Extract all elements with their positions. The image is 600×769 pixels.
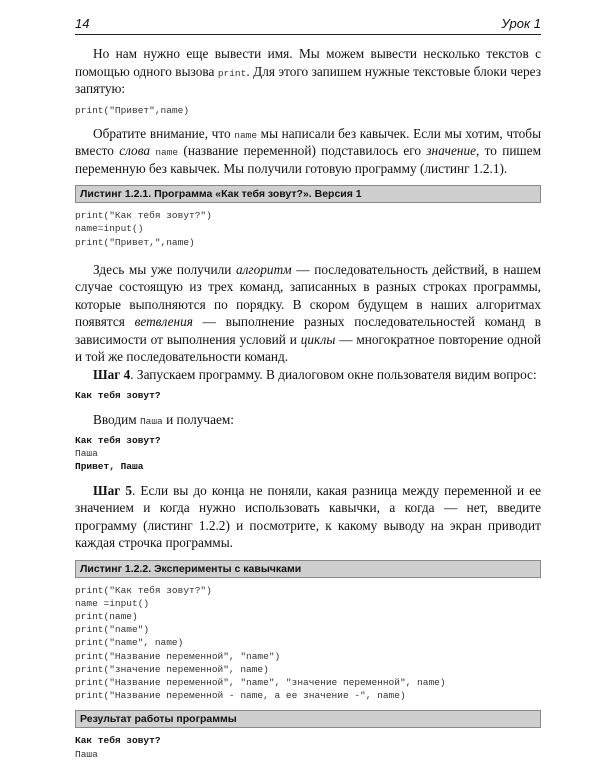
chapter-title: Урок 1 [501, 16, 541, 31]
inline-code-print: print [217, 67, 247, 79]
listing-1-2-2-code [75, 584, 541, 703]
code-line: print("name") [75, 624, 150, 636]
code-line: print("значение переменной", name) [75, 663, 269, 675]
book-page [75, 14, 541, 769]
paragraph-step-4: Шаг 4. Запускаем программу. В диалоговом окне пользователя видим вопрос: [93, 366, 537, 382]
output-line: Как тебя зовут? [75, 735, 161, 747]
output-line: Как тебя зовут? [75, 435, 161, 447]
listing-1-2-2-title: Листинг 1.2.2. Эксперименты с кавычками [75, 560, 541, 578]
page-header [75, 14, 541, 35]
code-line: print("Привет,",name) [75, 236, 195, 248]
output-line: Паша [75, 748, 98, 760]
program-result-title: Результат работы программы [75, 710, 541, 728]
code-line: print("Название переменной - name, а ее значение -", name) [75, 690, 406, 702]
program-result-output [75, 734, 541, 760]
page-number: 14 [75, 16, 90, 31]
code-line: print("Как тебя зовут?") [75, 210, 212, 222]
paragraph-algorithm: Здесь мы уже получили алгоритм — последовательность действий, в нашем случае состоящую из трех команд, записанных в разных строках программы, которые выполняются по порядку. В скором будущем в наших алгоритмах появятся ветвления — выполнение разных последовательностей команд в зависимости от выполнения условий и циклы — многократное повторение одной и той же последовательности команд. [75, 261, 541, 365]
code-line: print("name", name) [75, 637, 184, 649]
paragraph-step-5: Шаг 5. Если вы до конца не поняли, какая разница между переменной и ее значением и когда нужно использовать кавычки, а когда — нет, введите программу (листинг 1.2.2) и посмотрите, к какому выводу на экран приводит каждая строчка программы. [75, 482, 542, 551]
paragraph-enter-name: Вводим Паша и получаем: [93, 411, 235, 427]
code-line: print("Название переменной", "name") [75, 650, 281, 662]
output-line: Паша [75, 448, 98, 460]
output-step-4 [75, 389, 541, 402]
code-line: print(name) [75, 611, 138, 623]
code-example-print-name [75, 104, 541, 117]
paragraph-print-multiple: Но нам нужно еще вывести имя. Мы можем вывести несколько текстов с помощью одного вызова print. Для этого запишем нужные текстовые блоки через запятую: [75, 46, 541, 96]
listing-1-2-1-code [75, 209, 541, 249]
code-line: print("Название переменной", "name", "значение переменной", name) [75, 677, 446, 689]
paragraph-variable-note: Обратите внимание, что name мы написали без кавычек. Если мы хотим, чтобы вместо слова name (название переменной) подставилось его значение, то пишем переменную без кавычек. Мы получили готовую программу (листинг 1.2.1). [75, 125, 542, 176]
code-line: name=input() [75, 223, 144, 235]
output-after-input [75, 434, 541, 474]
code-line: print("Как тебя зовут?") [75, 584, 212, 596]
code-line: print("Привет",name) [75, 104, 190, 116]
output-line: Как тебя зовут? [75, 390, 161, 402]
listing-1-2-1-title: Листинг 1.2.1. Программа «Как тебя зовут?». Версия 1 [75, 185, 541, 203]
output-line: Привет, Паша [75, 461, 144, 473]
code-line: name =input() [75, 597, 150, 609]
